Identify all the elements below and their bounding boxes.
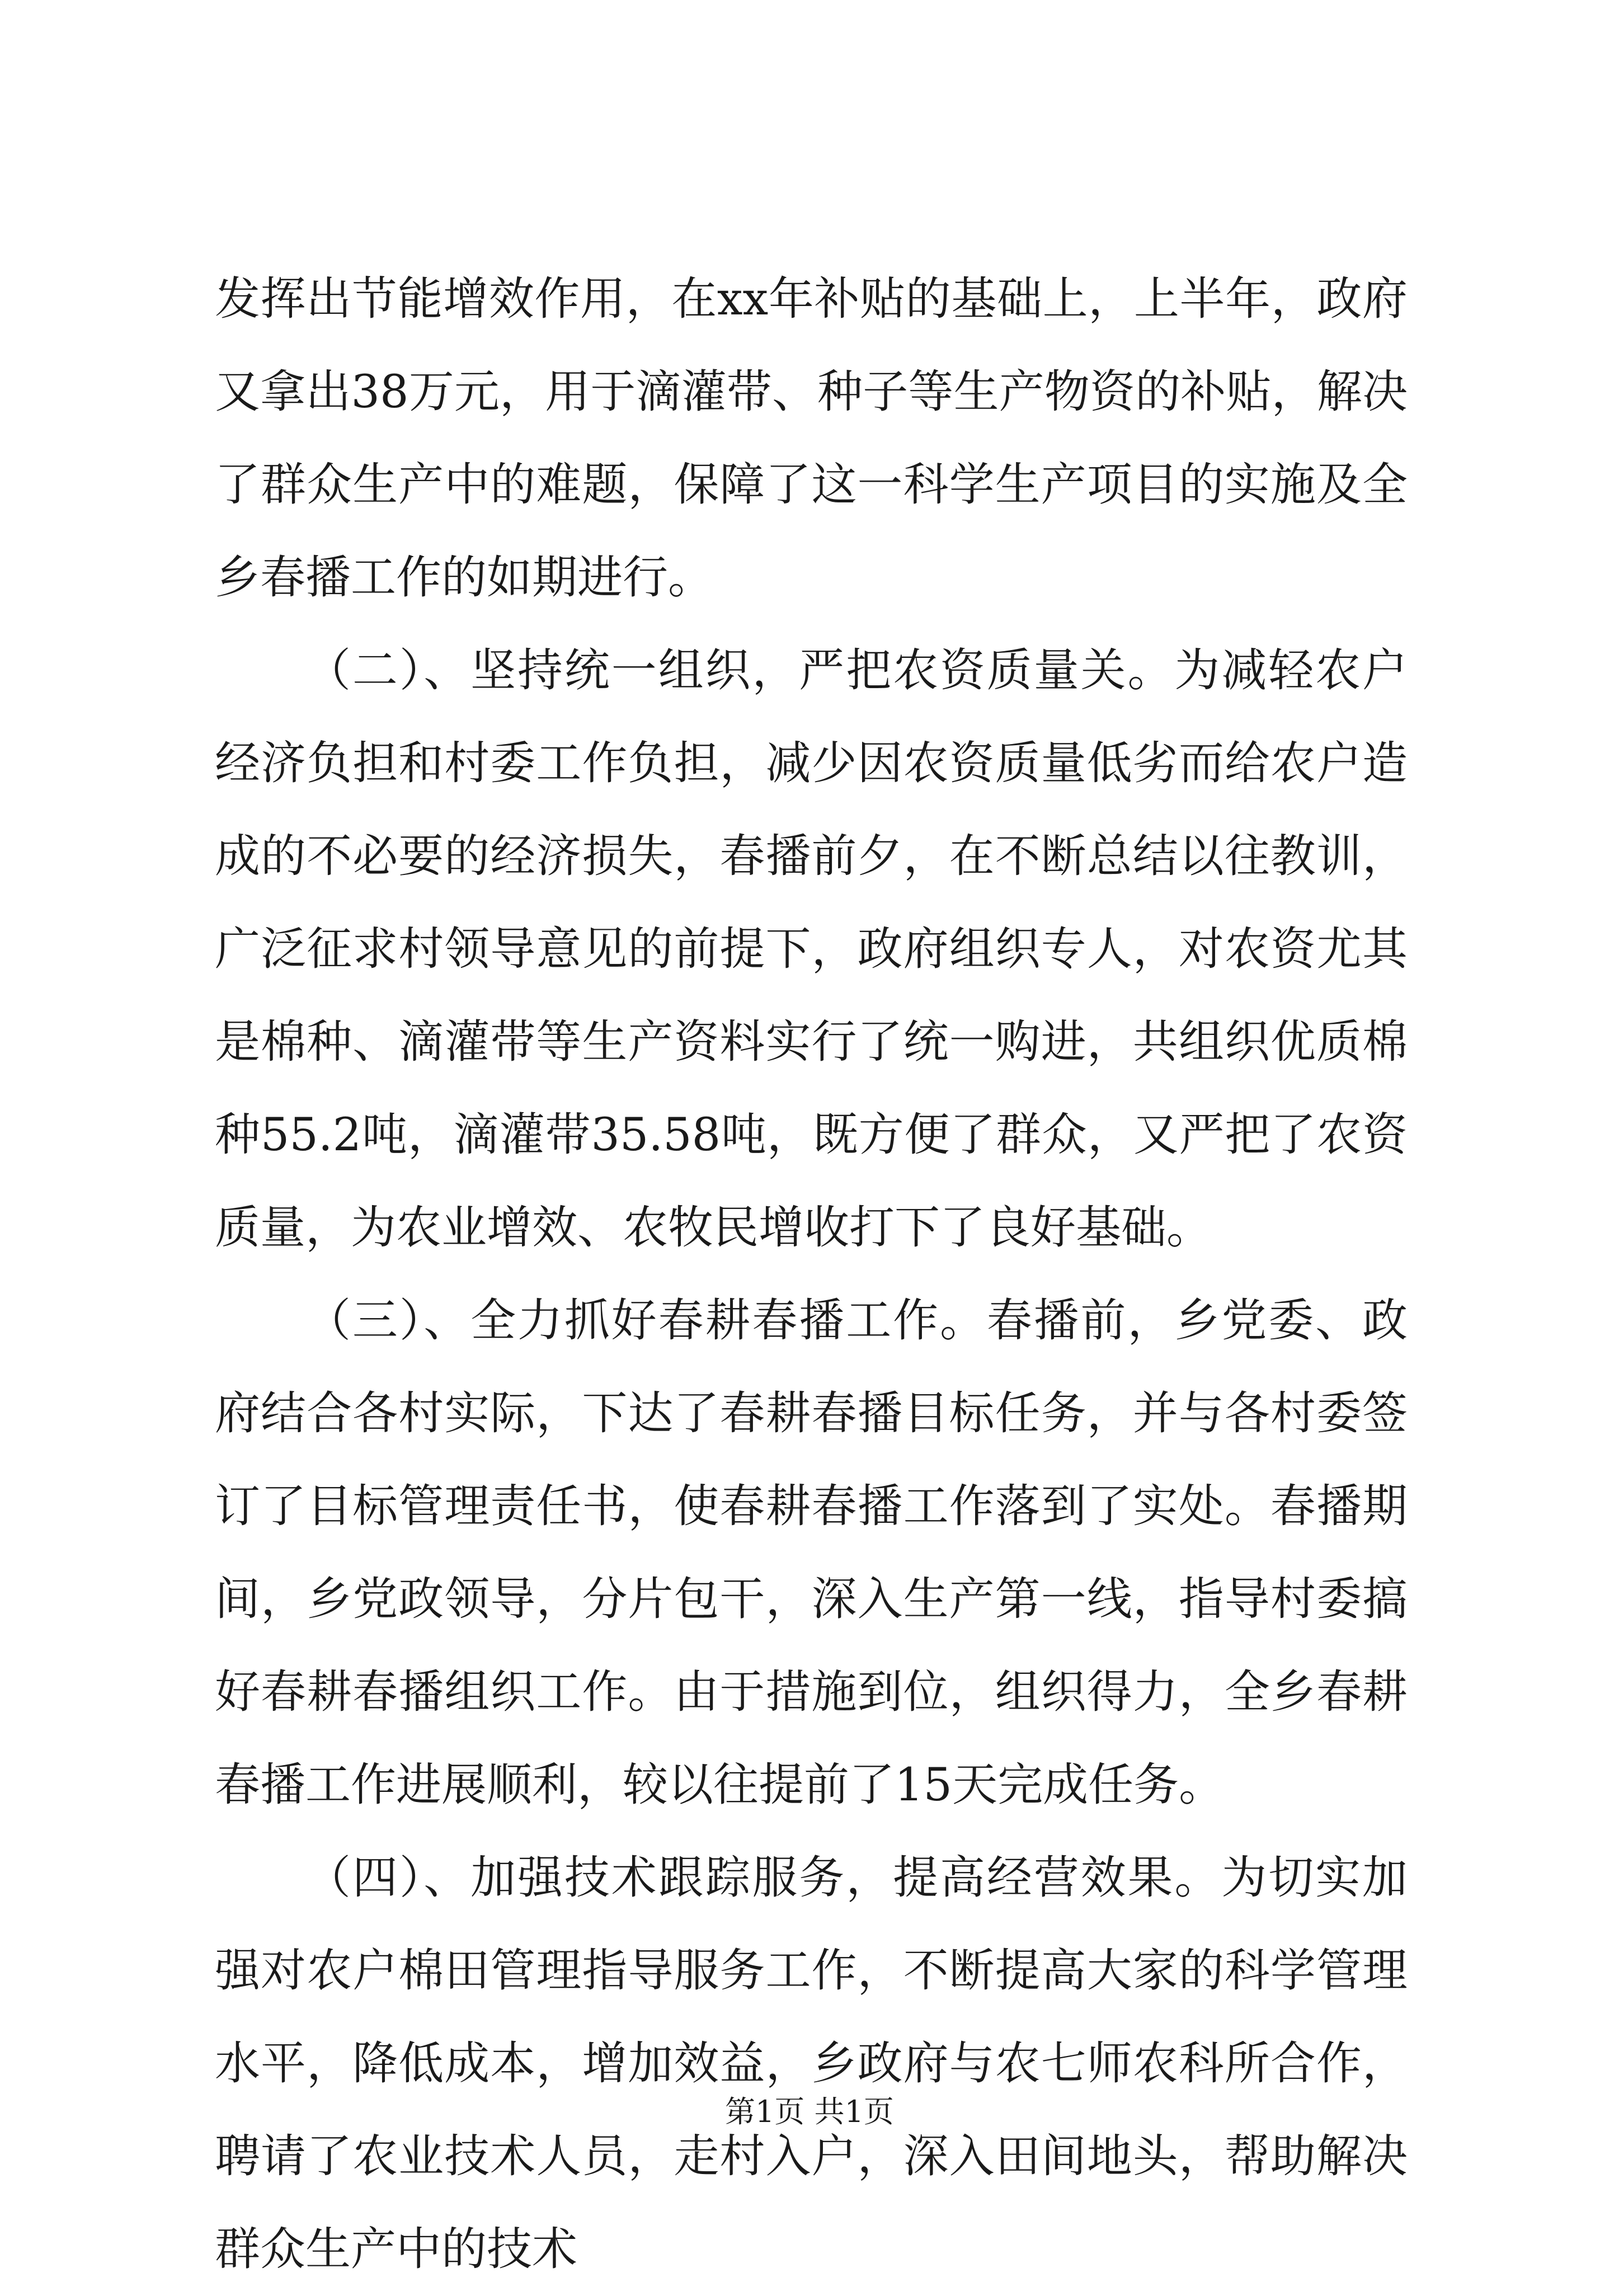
document-body: [215, 253, 1408, 2296]
paragraph-3: （三）、全力抓好春耕春播工作。春播前，乡党委、政府结合各村实际，下达了春耕春播目标任务，并与各村委签订了目标管理责任书，使春耕春播工作落到了实处。春播期间，乡党政领导，分片包干，深入生产第一线，指导村委搞好春耕春播组织工作。由于措施到位，组织得力，全乡春耕春播工作进展顺利，较以往提前了15天完成任务。: [215, 1295, 1408, 1812]
paragraph-2: （二）、坚持统一组织，严把农资质量关。为减轻农户经济负担和村委工作负担，减少因农资质量低劣而给农户造成的不必要的经济损失，春播前夕，在不断总结以往教训，广泛征求村领导意见的前提下，政府组织专人，对农资尤其是棉种、滴灌带等生产资料实行了统一购进，共组织优质棉种55.2吨，滴灌带35.58吨，既方便了群众，又严把了农资质量，为农业增效、农牧民增收打下了良好基础。: [215, 644, 1408, 1254]
paragraph-continued: 发挥出节能增效作用，在xx年补贴的基础上，上半年，政府又拿出38万元，用于滴灌带、种子等生产物资的补贴，解决了群众生产中的难题，保障了这一科学生产项目的实施及全乡春播工作的如期进行。: [215, 273, 1408, 604]
page-footer: 第1页 共1页: [725, 2094, 894, 2129]
paragraph-4: （四）、加强技术跟踪服务，提高经营效果。为切实加强对农户棉田管理指导服务工作，不断提高大家的科学管理水平，降低成本，增加效益，乡政府与农七师农科所合作，聘请了农业技术人员，走村入户，深入田间地头，帮助解决群众生产中的技术: [215, 1852, 1408, 2276]
